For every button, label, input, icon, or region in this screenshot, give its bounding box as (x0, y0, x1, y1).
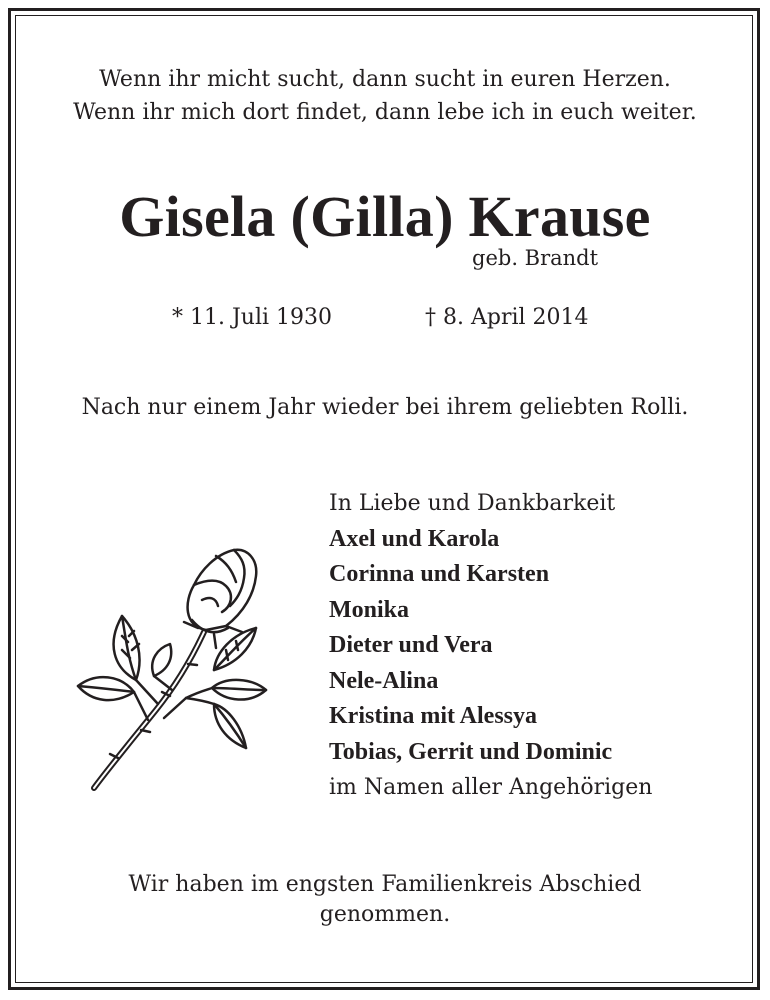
signer-name: Dieter und Vera (329, 632, 493, 658)
signers-outro: im Namen aller Angehörigen (329, 775, 653, 800)
maiden-name: geb. Brandt (472, 246, 599, 270)
memorial-note: Nach nur einem Jahr wieder bei ihrem geliebten Rolli. (81, 395, 689, 420)
signers-intro: In Liebe und Dankbarkeit (329, 491, 616, 516)
deceased-name: Gisela (Gilla) Krause (119, 184, 651, 249)
death-date: † 8. April 2014 (425, 305, 589, 330)
signer-name: Nele-Alina (329, 667, 439, 694)
signers-block (329, 486, 652, 806)
signer-name: Monika (329, 596, 410, 623)
signer-name: Corinna und Karsten (329, 561, 550, 587)
birth-date: * 11. Juli 1930 (172, 305, 333, 330)
closing-line-1: Wir haben im engsten Familienkreis Abschied (128, 872, 642, 897)
signer-name: Kristina mit Alessya (329, 703, 537, 729)
closing-line-2: genommen. (319, 902, 451, 927)
rose-icon (66, 540, 291, 800)
motto-line-2: Wenn ihr mich dort findet, dann lebe ich in euch weiter. (73, 100, 697, 125)
motto-line-1: Wenn ihr micht sucht, dann sucht in euren Herzen. (99, 67, 671, 92)
signer-name: Axel und Karola (329, 525, 500, 552)
signer-name: Tobias, Gerrit und Dominic (329, 738, 613, 765)
